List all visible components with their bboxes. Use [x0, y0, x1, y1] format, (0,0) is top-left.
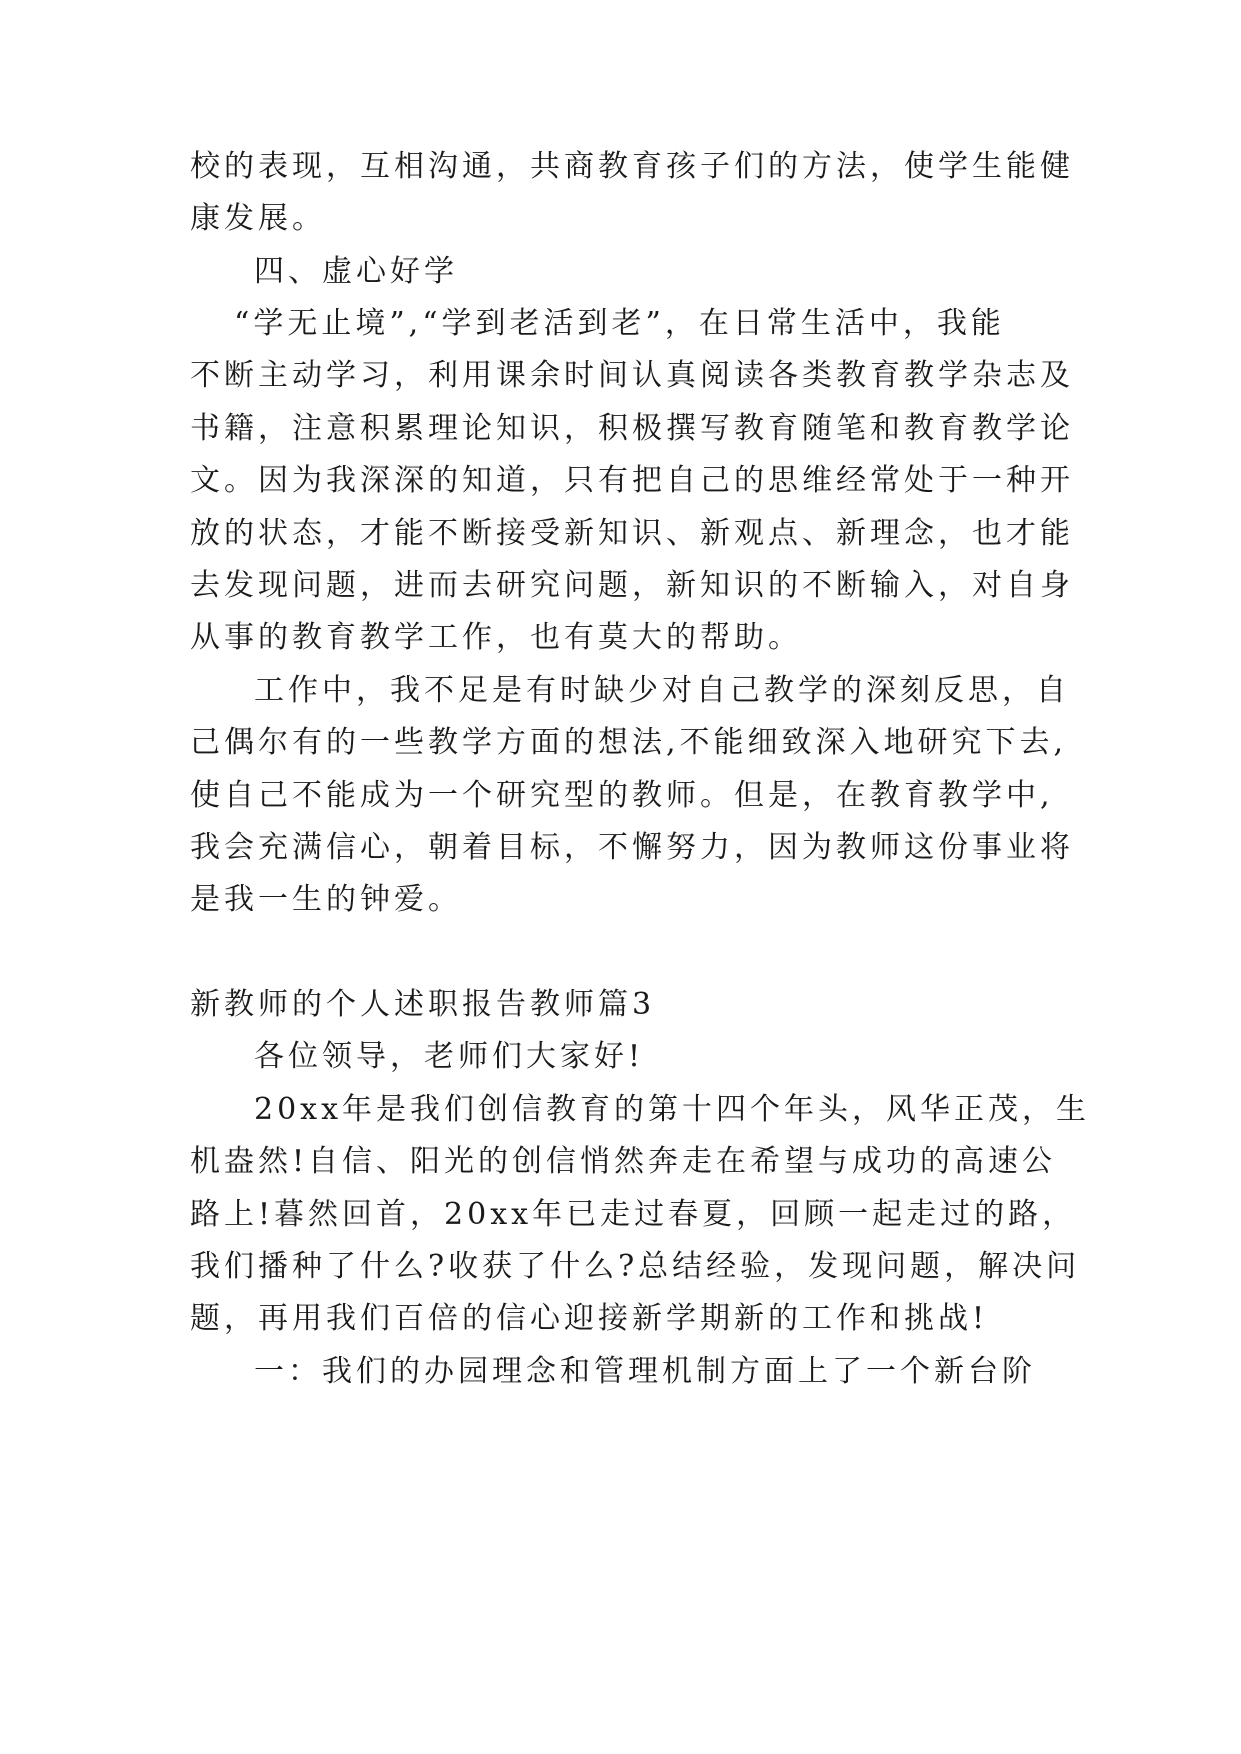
body-line: “学无止境”,“学到老活到老”，在日常生活中，我能 — [234, 306, 1005, 341]
body-line: 20xx年是我们创信教育的第十四个年头，风华正茂，生 — [254, 1092, 1091, 1127]
body-line: 书籍，注意积累理论知识，积极撰写教育随笔和教育教学论 — [190, 411, 1074, 446]
body-line: 校的表现，互相沟通，共商教育孩子们的方法，使学生能健 — [190, 149, 1074, 184]
body-line: 康发展。 — [190, 201, 326, 236]
body-line: 不断主动学习，利用课余时间认真阅读各类教育教学杂志及 — [190, 358, 1074, 393]
body-line: 工作中，我不足是有时缺少对自己教学的深刻反思，自 — [254, 673, 1070, 708]
article-title: 新教师的个人述职报告教师篇3 — [190, 987, 656, 1022]
section-heading: 一：我们的办园理念和管理机制方面上了一个新台阶 — [254, 1354, 1036, 1389]
body-line: 去发现问题，进而去研究问题，新知识的不断输入，对自身 — [190, 568, 1074, 603]
body-line: 题，再用我们百倍的信心迎接新学期新的工作和挑战! — [190, 1301, 989, 1336]
body-line: 路上!暮然回首，20xx年已走过春夏，回顾一起走过的路， — [190, 1197, 1077, 1232]
body-line: 己偶尔有的一些教学方面的想法,不能细致深入地研究下去, — [190, 725, 1068, 760]
body-line: 是我一生的钟爱。 — [190, 882, 462, 917]
body-line: 我会充满信心，朝着目标，不懈努力，因为教师这份事业将 — [190, 830, 1074, 865]
section-heading: 四、虚心好学 — [254, 254, 458, 289]
body-line: 从事的教育教学工作，也有莫大的帮助。 — [190, 620, 802, 655]
body-line: 放的状态，才能不断接受新知识、新观点、新理念，也才能 — [190, 516, 1074, 551]
greeting-line: 各位领导，老师们大家好! — [254, 1039, 645, 1074]
body-line: 我们播种了什么?收获了什么?总结经验，发现问题，解决问 — [190, 1249, 1081, 1284]
body-line: 文。因为我深深的知道，只有把自己的思维经常处于一种开 — [190, 463, 1074, 498]
body-line: 使自己不能成为一个研究型的教师。但是，在教育教学中, — [190, 778, 1054, 813]
body-line: 机盎然!自信、阳光的创信悄然奔走在希望与成功的高速公 — [190, 1144, 1057, 1179]
